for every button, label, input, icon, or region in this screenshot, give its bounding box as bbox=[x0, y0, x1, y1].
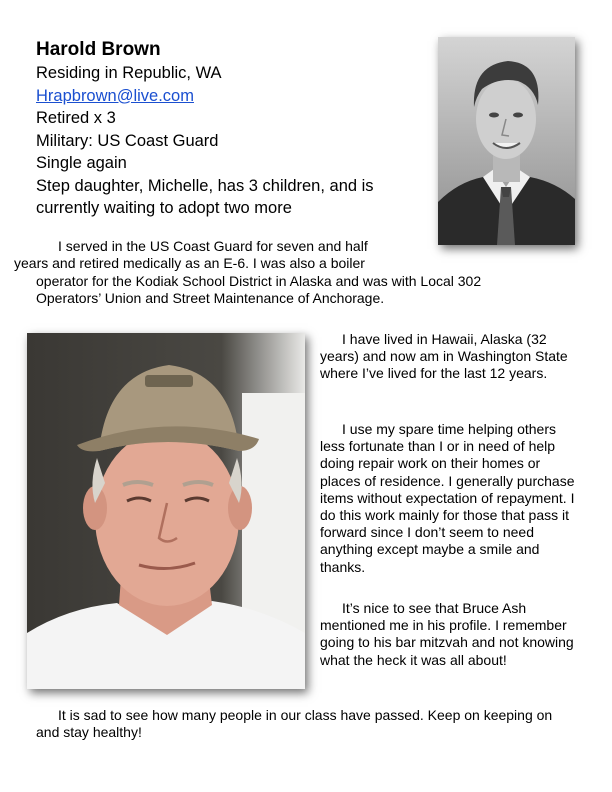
retired-text: Retired x 3 bbox=[36, 109, 116, 127]
service-line-4: Operators’ Union and Street Maintenance of Anchorage. bbox=[36, 290, 385, 307]
yearbook-portrait-illustration bbox=[438, 37, 575, 245]
service-line-1: I served in the US Coast Guard for seven and half bbox=[58, 238, 368, 254]
recent-portrait-illustration bbox=[27, 333, 305, 689]
paragraph-service-cont bbox=[36, 273, 596, 307]
recent-portrait-photo bbox=[27, 333, 305, 689]
service-line-2: years and retired medically as an E-6. I was also a boiler bbox=[14, 255, 365, 272]
family-line-2: currently waiting to adopt two more bbox=[36, 199, 292, 217]
yearbook-portrait-photo bbox=[438, 37, 575, 245]
email-link[interactable]: Hrapbrown@live.com bbox=[36, 86, 194, 105]
status-text: Single again bbox=[36, 154, 127, 172]
paragraph-residence: I have lived in Hawaii, Alaska (32 years) and now am in Washington State where I’ve lived for the last 12 years. bbox=[320, 331, 568, 382]
service-line-3: operator for the Kodiak School District in Alaska and was with Local 302 bbox=[36, 273, 482, 289]
paragraph-service bbox=[14, 238, 456, 272]
profile-header bbox=[36, 38, 436, 220]
military-text: Military: US Coast Guard bbox=[36, 131, 219, 150]
paragraph-volunteer: I use my spare time helping others less fortunate than I or in need of help doing repair work on their homes or places of residence. I generally purchase items without expectation of repayment. I do this work mainly for those that pass it forward since I don’t seem to need anything except maybe a smile and thanks. bbox=[320, 421, 575, 575]
residence-text: Residing in Republic, WA bbox=[36, 64, 222, 82]
family-line-1: Step daughter, Michelle, has 3 children, and is bbox=[36, 176, 374, 195]
paragraph-bruce-ash: It’s nice to see that Bruce Ash mentioned me in his profile. I remember going to his bar mitzvah and not knowing what the heck it was all about! bbox=[320, 600, 574, 668]
paragraph-closing: It is sad to see how many people in our class have passed. Keep on keeping on and stay healthy! bbox=[36, 707, 553, 741]
person-name: Harold Brown bbox=[36, 39, 161, 60]
